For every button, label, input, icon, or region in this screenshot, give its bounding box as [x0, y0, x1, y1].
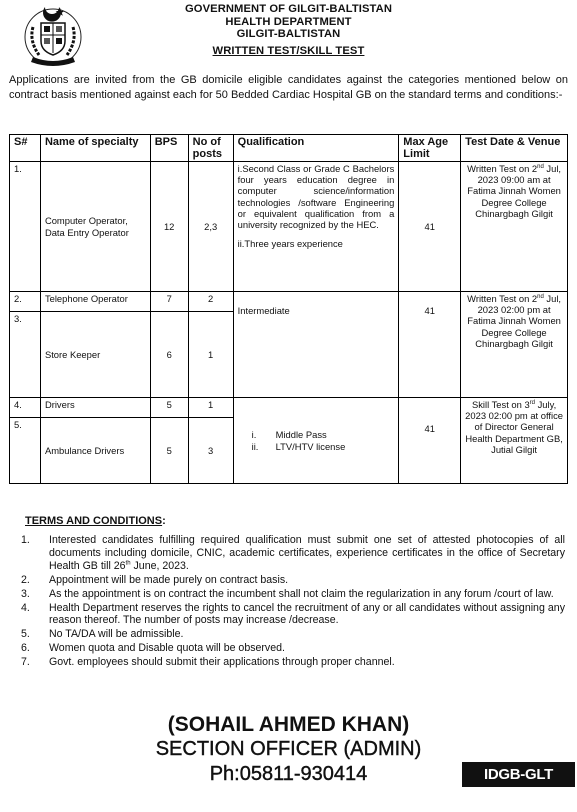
cell-sno: 5. [10, 418, 41, 484]
list-item [9, 534, 565, 573]
cell-bps: 12 [150, 162, 188, 292]
col-bps: BPS [150, 135, 188, 162]
cell-venue [461, 292, 568, 398]
term-number: 4. [21, 601, 30, 614]
cell-qualification [233, 398, 399, 484]
table-row [10, 292, 568, 312]
terms-list [9, 534, 565, 670]
venue-text-a: Skill Test on 3 [471, 399, 530, 410]
qualification-num: i. [251, 429, 257, 441]
qualification-text: Intermediate [237, 305, 290, 316]
cell-posts: 3 [188, 418, 233, 484]
signatory-name: (SOHAIL AHMED KHAN) [167, 713, 410, 736]
col-posts: No of posts [188, 135, 233, 162]
notice-subtitle: WRITTEN TEST/SKILL TEST [212, 44, 365, 57]
venue-sup: nd [537, 163, 544, 170]
cell-name: Ambulance Drivers [40, 418, 150, 484]
department-title: HEALTH DEPARTMENT [225, 15, 352, 28]
letterhead [0, 3, 577, 57]
term-text: Women quota and Disable quota will be observed. [49, 642, 285, 655]
terms-heading-text: TERMS AND CONDITIONS [25, 515, 163, 527]
term-number: 1. [21, 534, 30, 546]
col-age: Max Age Limit [399, 135, 461, 162]
ad-code-badge: IDGB-GLT 387/23 [462, 762, 575, 787]
term-text-a: Interested candidates fulfilling required qualification must submit one set of attested photocopies of all documents including domicile, CNIC, academic certificates, experience certificates in the office of Secretary Health GB till 26 [49, 534, 565, 572]
cell-age [399, 398, 461, 484]
signatory-designation: SECTION OFFICER (ADMIN) [155, 738, 422, 760]
cell-sno: 1. [10, 162, 41, 292]
qualification-text: LTV/HTV license [275, 440, 346, 452]
list-item [9, 656, 565, 669]
cell-venue [461, 162, 568, 292]
list-item [9, 602, 565, 628]
qualification-text: Middle Pass [275, 429, 327, 441]
posts-table [9, 134, 568, 484]
cell-qualification [233, 292, 399, 398]
qualification-item [238, 441, 395, 452]
region-title: GILGIT-BALTISTAN [236, 28, 341, 40]
term-text: As the appointment is on contract the incumbent shall not claim the regularization in any forum /court of law. [49, 587, 554, 600]
list-item [9, 574, 565, 587]
term-number: 2. [21, 573, 30, 586]
age-text: 41 [424, 305, 435, 316]
venue-text-b: July, 2023 02:00 pm at office of Director General Health Department GB, Jutial Gilgit [465, 399, 563, 455]
cell-bps: 5 [150, 418, 188, 484]
venue-text-a: Written Test on 2 [467, 293, 538, 304]
table-header-row [10, 135, 568, 162]
term-number: 7. [21, 656, 30, 669]
qualification-num: ii. [251, 440, 259, 452]
term-number: 5. [21, 628, 30, 641]
cell-name: Telephone Operator [40, 292, 150, 312]
cell-venue [461, 398, 568, 484]
term-text: Appointment will be made purely on contract basis. [49, 573, 289, 586]
cell-qualification [233, 162, 399, 292]
cell-posts: 2 [188, 292, 233, 312]
cell-sno: 2. [10, 292, 41, 312]
venue-text-b: Jul, 2023 02:00 pm at Fatima Jinnah Women Degree College Chinargbagh Gilgit [467, 293, 562, 349]
govt-title: GOVERNMENT OF GILGIT-BALTISTAN [184, 3, 393, 15]
cell-age [399, 292, 461, 398]
term-text: Health Department reserves the rights to cancel the recruitment of any or all candidates without assigning any reason thereof. The number of posts may increase /decrease. [49, 601, 565, 627]
col-qualification: Qualification [233, 135, 399, 162]
term-text: Govt. employees should submit their applications through proper channel. [49, 656, 395, 669]
terms-heading [25, 515, 166, 527]
table-row [10, 398, 568, 418]
col-venue: Test Date & Venue [461, 135, 568, 162]
term-number: 3. [21, 587, 30, 600]
cell-bps: 7 [150, 292, 188, 312]
cell-sno: 3. [10, 312, 41, 398]
venue-text-b: Jul, 2023 09:00 am at Fatima Jinnah Women Degree College Chinargbagh Gilgit [467, 163, 562, 219]
qualification-line-b: ii.Three years experience [237, 238, 343, 250]
term-sup: th [125, 560, 131, 567]
cell-sno: 4. [10, 398, 41, 418]
venue-text-a: Written Test on 2 [467, 163, 538, 174]
cell-posts: 1 [188, 398, 233, 418]
qualification-item [238, 429, 395, 440]
intro-paragraph: Applications are invited from the GB domicile eligible candidates against the categories mentioned below on contract basis mentioned against each for 50 Bedded Cardiac Hospital GB on the standard terms and conditions:- [9, 74, 568, 101]
cell-posts: 1 [188, 312, 233, 398]
cell-bps: 6 [150, 312, 188, 398]
venue-sup: rd [529, 399, 535, 406]
term-text [49, 534, 565, 573]
list-item [9, 588, 565, 601]
col-name: Name of specialty [40, 135, 150, 162]
cell-name: Store Keeper [40, 312, 150, 398]
list-item [9, 642, 565, 655]
signatory-phone: Ph:05811-930414 [209, 763, 368, 785]
terms-heading-colon: : [162, 515, 166, 527]
list-item [9, 628, 565, 641]
cell-bps: 5 [150, 398, 188, 418]
table-row [10, 162, 568, 292]
cell-age: 41 [399, 162, 461, 292]
qualification-line-a: i.Second Class or Grade C Bachelors four years education degree in computer science/information technologies /software Engineering or equivalent qualification from a university recognized by the HEC. [237, 163, 395, 231]
cell-name: Drivers [40, 398, 150, 418]
venue-sup: nd [537, 293, 544, 300]
col-sno: S# [10, 135, 41, 162]
age-text: 41 [424, 423, 435, 434]
cell-name: Computer Operator, Data Entry Operator [40, 162, 150, 292]
term-number: 6. [21, 642, 30, 655]
term-text: No TA/DA will be admissible. [49, 628, 184, 641]
cell-posts: 2,3 [188, 162, 233, 292]
term-text-b: June, 2023. [130, 559, 189, 572]
